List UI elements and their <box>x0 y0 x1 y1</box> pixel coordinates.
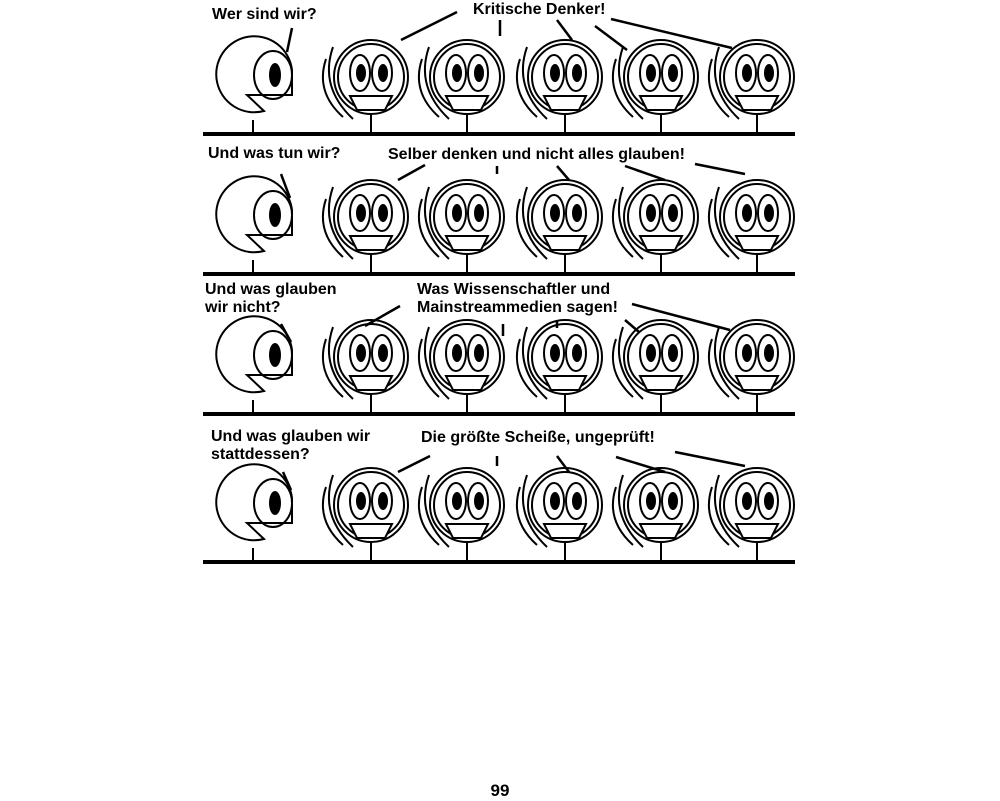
smiley-figure <box>709 320 794 413</box>
speech-pointer-line <box>287 28 292 52</box>
smiley-mouth <box>736 96 778 110</box>
smiley-pupil <box>452 344 462 362</box>
smiley-mouth <box>350 236 392 250</box>
smiley-mouth <box>640 96 682 110</box>
smiley-figure <box>613 40 698 133</box>
smiley-pupil <box>474 64 484 82</box>
smiley-pupil <box>550 344 560 362</box>
smiley-pupil <box>742 204 752 222</box>
speech-pointer-line <box>625 320 639 332</box>
speech-answer: Selber denken und nicht alles glauben! <box>388 146 685 163</box>
smiley-mouth <box>446 524 488 538</box>
smiley-pupil <box>550 204 560 222</box>
smiley-figure <box>517 320 602 413</box>
smiley-mouth <box>736 524 778 538</box>
speaker-figure <box>216 176 292 273</box>
speech-pointer-line <box>401 12 457 40</box>
page-number: 99 <box>490 781 510 800</box>
smiley-mouth <box>736 376 778 390</box>
smiley-mouth <box>350 96 392 110</box>
smiley-figure <box>709 40 794 133</box>
smiley-pupil <box>742 64 752 82</box>
smiley-mouth <box>350 524 392 538</box>
speech-pointer-line <box>595 26 627 50</box>
smiley-pupil <box>764 64 774 82</box>
smiley-pupil <box>356 64 366 82</box>
speech-pointer-line <box>695 164 745 174</box>
speech-answer: Kritische Denker! <box>473 1 606 18</box>
smiley-mouth <box>736 236 778 250</box>
smiley-pupil <box>572 64 582 82</box>
smiley-pupil <box>378 204 388 222</box>
smiley-figure <box>613 320 698 413</box>
smiley-pupil <box>742 492 752 510</box>
panel-scene <box>195 428 795 568</box>
speech-pointer-line <box>625 166 665 180</box>
smiley-pupil <box>378 344 388 362</box>
smiley-pupil <box>452 204 462 222</box>
speech-pointer-line <box>557 20 572 40</box>
speech-question-line: wir nicht? <box>205 299 281 316</box>
smiley-figure <box>709 468 794 561</box>
speech-pointer-line <box>398 456 430 472</box>
smiley-figure <box>613 180 698 273</box>
speaker-figure <box>216 316 292 413</box>
smiley-figure <box>323 180 408 273</box>
smiley-mouth <box>544 236 586 250</box>
speech-question-line: Und was glauben wir <box>211 428 371 445</box>
smiley-pupil <box>378 64 388 82</box>
panel-scene <box>195 280 795 420</box>
panel-1 <box>195 0 795 140</box>
smiley-figure <box>419 180 504 273</box>
speaker-pupil <box>269 491 281 515</box>
speech-answer: Die größte Scheiße, ungeprüft! <box>421 429 655 446</box>
smiley-pupil <box>646 204 656 222</box>
smiley-mouth <box>544 376 586 390</box>
smiley-pupil <box>452 64 462 82</box>
smiley-mouth <box>544 524 586 538</box>
smiley-pupil <box>646 492 656 510</box>
panel-scene <box>195 140 795 280</box>
smiley-mouth <box>446 96 488 110</box>
smiley-figure <box>517 468 602 561</box>
smiley-pupil <box>474 344 484 362</box>
smiley-figure <box>419 320 504 413</box>
speaker-pupil <box>269 203 281 227</box>
smiley-mouth <box>640 236 682 250</box>
speech-pointer-line <box>675 452 745 466</box>
smiley-pupil <box>474 492 484 510</box>
smiley-pupil <box>668 64 678 82</box>
smiley-pupil <box>452 492 462 510</box>
panel-2 <box>195 140 795 280</box>
smiley-pupil <box>572 344 582 362</box>
panel-scene <box>195 0 795 140</box>
speech-pointer-line <box>557 166 569 180</box>
speech-question: Wer sind wir? <box>212 6 317 23</box>
speech-question-line: stattdessen? <box>211 446 310 463</box>
smiley-pupil <box>742 344 752 362</box>
smiley-pupil <box>356 492 366 510</box>
smiley-pupil <box>668 344 678 362</box>
smiley-pupil <box>378 492 388 510</box>
smiley-mouth <box>544 96 586 110</box>
smiley-figure <box>419 40 504 133</box>
speaker-pupil <box>269 343 281 367</box>
smiley-pupil <box>646 344 656 362</box>
smiley-figure <box>709 180 794 273</box>
smiley-pupil <box>572 492 582 510</box>
smiley-figure <box>323 468 408 561</box>
smiley-figure <box>613 468 698 561</box>
smiley-pupil <box>764 344 774 362</box>
smiley-pupil <box>356 204 366 222</box>
smiley-figure <box>517 40 602 133</box>
speech-answer-line: Was Wissenschaftler und <box>417 281 611 298</box>
smiley-mouth <box>640 376 682 390</box>
smiley-figure <box>517 180 602 273</box>
smiley-figure <box>419 468 504 561</box>
smiley-pupil <box>474 204 484 222</box>
speech-answer-line: Mainstreammedien sagen! <box>417 299 618 316</box>
speech-question: Und was tun wir? <box>208 145 341 162</box>
speech-pointer-line <box>398 165 425 180</box>
comic-strip <box>195 0 795 580</box>
smiley-mouth <box>446 236 488 250</box>
speaker-pupil <box>269 63 281 87</box>
smiley-mouth <box>350 376 392 390</box>
smiley-pupil <box>668 204 678 222</box>
speech-question-line: Und was glauben <box>205 281 337 298</box>
smiley-pupil <box>572 204 582 222</box>
smiley-pupil <box>764 204 774 222</box>
smiley-pupil <box>764 492 774 510</box>
smiley-pupil <box>668 492 678 510</box>
smiley-mouth <box>446 376 488 390</box>
speech-pointer-line <box>616 457 665 472</box>
speaker-figure <box>216 464 292 561</box>
smiley-pupil <box>646 64 656 82</box>
smiley-pupil <box>356 344 366 362</box>
smiley-mouth <box>640 524 682 538</box>
panel-3 <box>195 280 795 420</box>
smiley-pupil <box>550 64 560 82</box>
smiley-figure <box>323 40 408 133</box>
smiley-figure <box>323 320 408 413</box>
panel-4 <box>195 428 795 568</box>
smiley-pupil <box>550 492 560 510</box>
speaker-figure <box>216 36 292 133</box>
